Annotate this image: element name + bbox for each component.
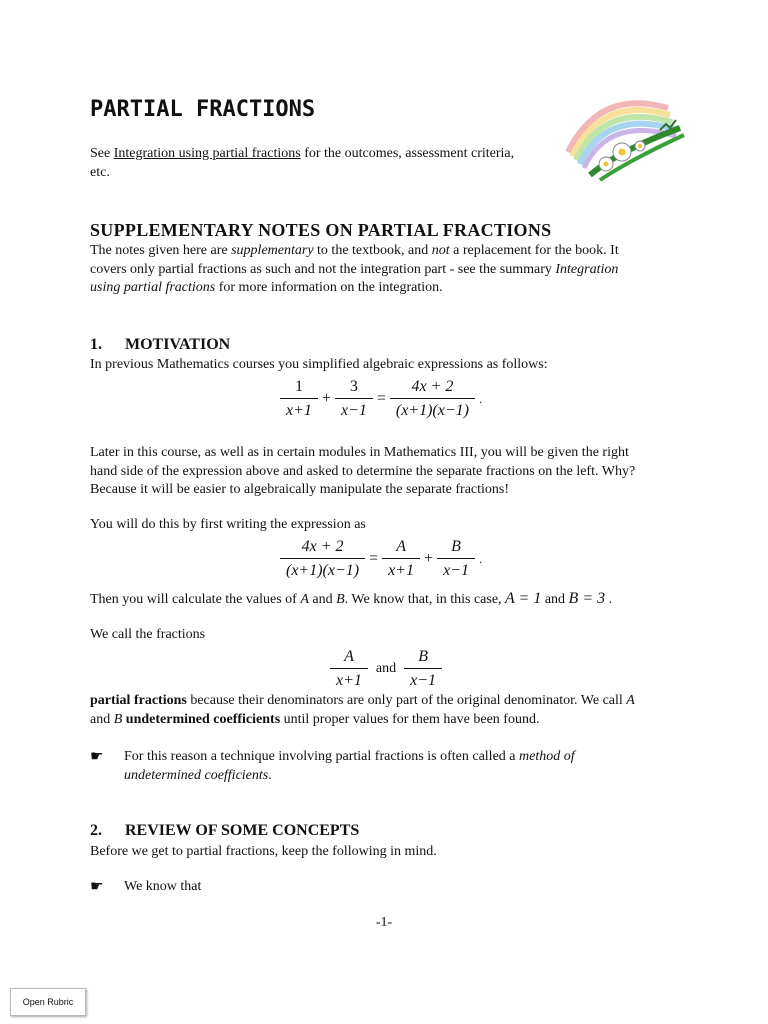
equation-2: $\frac{4x + 2}{(x+1)(x-1)}$ = $\frac{A}{x+1}$ + $\frac{B}{x-1}$ . — [280, 538, 486, 580]
supplementary-heading: SUPPLEMENTARY NOTES ON PARTIAL FRACTIONS — [90, 220, 552, 240]
equation-1: $\frac{1}{x+1}$ + $\frac{3}{x-1}$ = $\frac{4x + 2}{(x+1)(x-1)}$ . — [280, 378, 486, 420]
page-title: PARTIAL FRACTIONS — [90, 97, 316, 122]
call-fractions: We call the fractions — [90, 627, 206, 642]
integration-link[interactable]: Integration using partial fractions — [113, 146, 301, 161]
motivation-paragraph-2: Later in this course, as well as in certain modules in Mathematics III, you will be given the right hand side of the expression above and asked to determine the separate fractions on the left. Why? Because it will be easier to algebraically manipulate the separate fractions! — [90, 445, 636, 497]
review-intro: Before we get to partial fractions, keep the following in mind. — [90, 844, 437, 859]
intro-paragraph: See Integration using partial fractions for the outcomes, assessment criteria, etc. — [90, 146, 515, 180]
open-rubric-button[interactable]: Open Rubric — [10, 988, 86, 1016]
page-number: -1- — [375, 915, 393, 930]
then-paragraph: Then you will calculate the values of A and B. We know that, in this case, A = 1 and B = 3 . — [90, 590, 613, 607]
pointing-hand-icon: ☛ — [90, 749, 104, 765]
supplementary-paragraph: The notes given here are supplementary to the textbook, and not a replacement for the book. It covers only partial fractions as such and not the integration part - see the summary Integration using partial fractions for more information on the integration. — [90, 243, 619, 295]
rainbow-clipart — [560, 90, 688, 185]
equation-3: $\frac{A}{x+1}$ and $\frac{B}{x-1}$ — [330, 648, 442, 690]
motivation-paragraph-3: You will do this by first writing the expression as — [90, 517, 366, 532]
motivation-intro: In previous Mathematics courses you simplified algebraic expressions as follows: — [90, 357, 548, 372]
bullet-we-know: We know that — [124, 879, 202, 894]
partial-fractions-definition: partial fractions because their denominators are only part of the original denominator. We call A and B undetermined coefficients until proper values for them have been found. — [90, 693, 635, 727]
section-2-heading: 2. REVIEW OF SOME CONCEPTS — [90, 822, 360, 839]
pointing-hand-icon: ☛ — [90, 879, 104, 895]
bullet-note: For this reason a technique involving partial fractions is often called a method of undetermined coefficients. — [124, 749, 575, 783]
section-1-heading: 1. MOTIVATION — [90, 336, 231, 353]
